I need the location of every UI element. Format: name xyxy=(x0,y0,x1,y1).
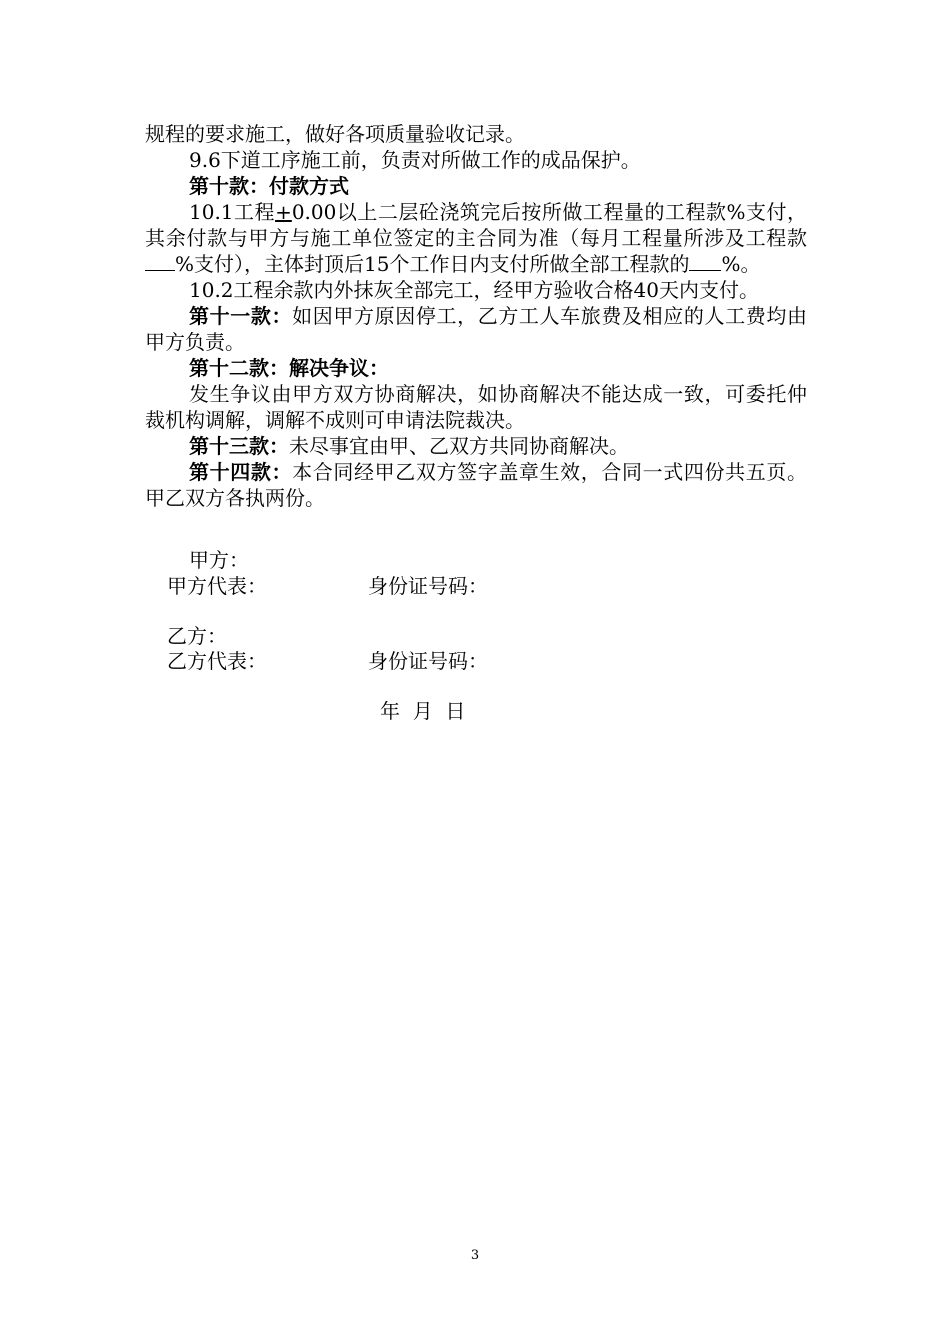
party-b-representative-label: 乙方代表： xyxy=(167,649,267,673)
paragraph-9-6: 9.6下道工序施工前，负责对所做工作的成品保护。 xyxy=(189,148,641,172)
blank-line xyxy=(689,252,721,271)
party-a-id-label: 身份证号码： xyxy=(368,574,488,598)
party-b-id-label: 身份证号码： xyxy=(368,649,488,673)
heading-clause-12: 第十二款：解决争议： xyxy=(189,356,389,380)
blank-line xyxy=(145,252,175,271)
paragraph-1: 规程的要求施工，做好各项质量验收记录。 xyxy=(145,122,525,146)
paragraph-10-1-part-a: 10.1工程 xyxy=(189,200,276,224)
paragraph-clause-13 xyxy=(145,433,807,459)
contract-body xyxy=(145,121,807,511)
party-a-representative-label: 甲方代表： xyxy=(167,574,267,598)
clause-11-text: 如因甲方原因停工，乙方工人车旅费及相应的人工费均由甲方负责。 xyxy=(145,304,808,354)
paragraph-10-1-part-d: %。 xyxy=(721,252,761,276)
paragraph-clause-11 xyxy=(145,303,807,355)
plus-minus-sign: + xyxy=(275,200,292,224)
clause-14-text: 本合同经甲乙双方签字盖章生效，合同一式四份共五页。甲乙双方各执两份。 xyxy=(145,460,808,510)
paragraph-10-1-part-b: 0.00以上二层砼浇筑完后按所做工程量的工程款%支付，其余付款与甲方与施工单位签定的主合同为准（每月工程量所涉及工程款 xyxy=(145,200,808,250)
heading-clause-11: 第十一款： xyxy=(189,304,293,328)
paragraph-dispute: 发生争议由甲方双方协商解决，如协商解决不能达成一致，可委托仲裁机构调解，调解不成则可申请法院裁决。 xyxy=(145,382,807,432)
paragraph-clause-14 xyxy=(145,459,807,511)
paragraph-10-1 xyxy=(145,199,807,277)
date-line: 年 月 日 xyxy=(380,699,466,723)
heading-clause-10: 第十款：付款方式 xyxy=(189,174,349,198)
clause-13-text: 未尽事宜由甲、乙双方共同协商解决。 xyxy=(289,434,629,458)
paragraph-10-1-part-c: %支付），主体封顶后15个工作日内支付所做全部工程款的 xyxy=(175,252,690,276)
party-a-label: 甲方： xyxy=(189,548,249,572)
heading-clause-14: 第十四款： xyxy=(189,460,293,484)
party-b-label: 乙方： xyxy=(167,624,227,648)
heading-clause-13: 第十三款： xyxy=(189,434,289,458)
paragraph-10-2: 10.2工程余款内外抹灰全部完工，经甲方验收合格40天内支付。 xyxy=(189,278,759,302)
page-number: 3 xyxy=(470,1248,480,1263)
